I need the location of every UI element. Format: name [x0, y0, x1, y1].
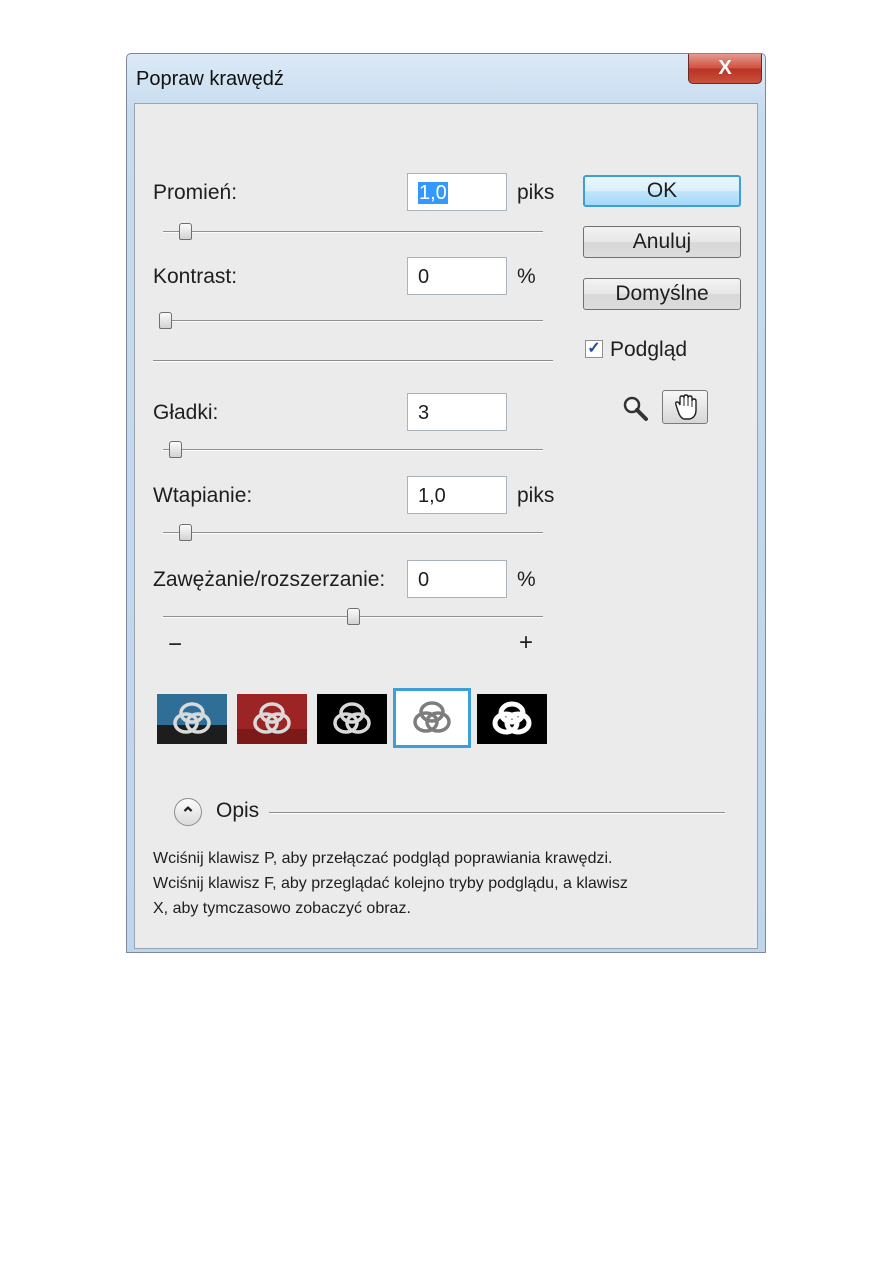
smooth-input[interactable]: 3 [407, 393, 507, 431]
contract-expand-slider-thumb[interactable] [347, 608, 360, 625]
contract-expand-unit: % [517, 568, 536, 591]
hand-tool-button[interactable] [662, 390, 708, 424]
description-label: Opis [216, 799, 260, 822]
cancel-button[interactable]: Anuluj [583, 226, 741, 258]
description-toggle-button[interactable]: ⌃ [174, 798, 202, 826]
contrast-input[interactable]: 0 [407, 257, 507, 295]
defaults-button[interactable]: Domyślne [583, 278, 741, 310]
contrast-slider-track[interactable] [163, 320, 543, 322]
preview-checkbox[interactable]: ✓ [585, 340, 603, 358]
smooth-slider-track[interactable] [163, 449, 543, 451]
radius-slider-thumb[interactable] [179, 223, 192, 240]
preview-mode-mask[interactable] [477, 694, 547, 744]
preview-mode-on-black[interactable] [317, 694, 387, 744]
trefoil-knot-icon [396, 691, 468, 745]
contract-expand-input[interactable]: 0 [407, 560, 507, 598]
contrast-label: Kontrast: [153, 265, 238, 288]
preview-mode-on-white[interactable] [393, 688, 471, 748]
feather-label: Wtapianie: [153, 484, 253, 507]
preview-label: Podgląd [610, 338, 688, 361]
dialog-title: Popraw krawędź [136, 68, 284, 90]
dialog-body [134, 103, 758, 949]
smooth-slider-thumb[interactable] [169, 441, 182, 458]
smooth-label: Gładki: [153, 401, 219, 424]
preview-mode-standard[interactable] [157, 694, 227, 744]
contract-expand-label: Zawężanie/rozszerzanie: [153, 568, 386, 591]
trefoil-knot-icon [317, 694, 387, 744]
radius-value: 1,0 [419, 182, 447, 204]
refine-edge-dialog [126, 53, 766, 953]
trefoil-knot-icon [157, 694, 227, 744]
description-line-3: X, aby tymczasowo zobaczyć obraz. [153, 900, 411, 917]
minus-label: − [168, 631, 183, 658]
description-line-1: Wciśnij klawisz P, aby przełączać podgląd poprawiania krawędzi. [153, 850, 613, 867]
description-divider [269, 812, 725, 814]
radius-unit: piks [517, 181, 555, 204]
zoom-icon[interactable] [621, 394, 651, 424]
feather-slider-thumb[interactable] [179, 524, 192, 541]
hand-icon [663, 391, 707, 423]
radius-slider-track[interactable] [163, 231, 543, 233]
feather-input[interactable]: 1,0 [407, 476, 507, 514]
section-divider [153, 360, 553, 362]
feather-slider-track[interactable] [163, 532, 543, 534]
trefoil-knot-icon [477, 694, 547, 744]
trefoil-knot-icon [237, 694, 307, 744]
radius-input[interactable] [407, 173, 507, 211]
feather-unit: piks [517, 484, 555, 507]
ok-button[interactable]: OK [583, 175, 741, 207]
close-button[interactable]: X [688, 54, 762, 84]
plus-label: + [519, 629, 534, 656]
radius-label: Promień: [153, 181, 238, 204]
contrast-unit: % [517, 265, 536, 288]
description-line-2: Wciśnij klawisz F, aby przeglądać kolejno tryby podglądu, a klawisz [153, 875, 628, 892]
contrast-slider-thumb[interactable] [159, 312, 172, 329]
preview-mode-quick-mask[interactable] [237, 694, 307, 744]
